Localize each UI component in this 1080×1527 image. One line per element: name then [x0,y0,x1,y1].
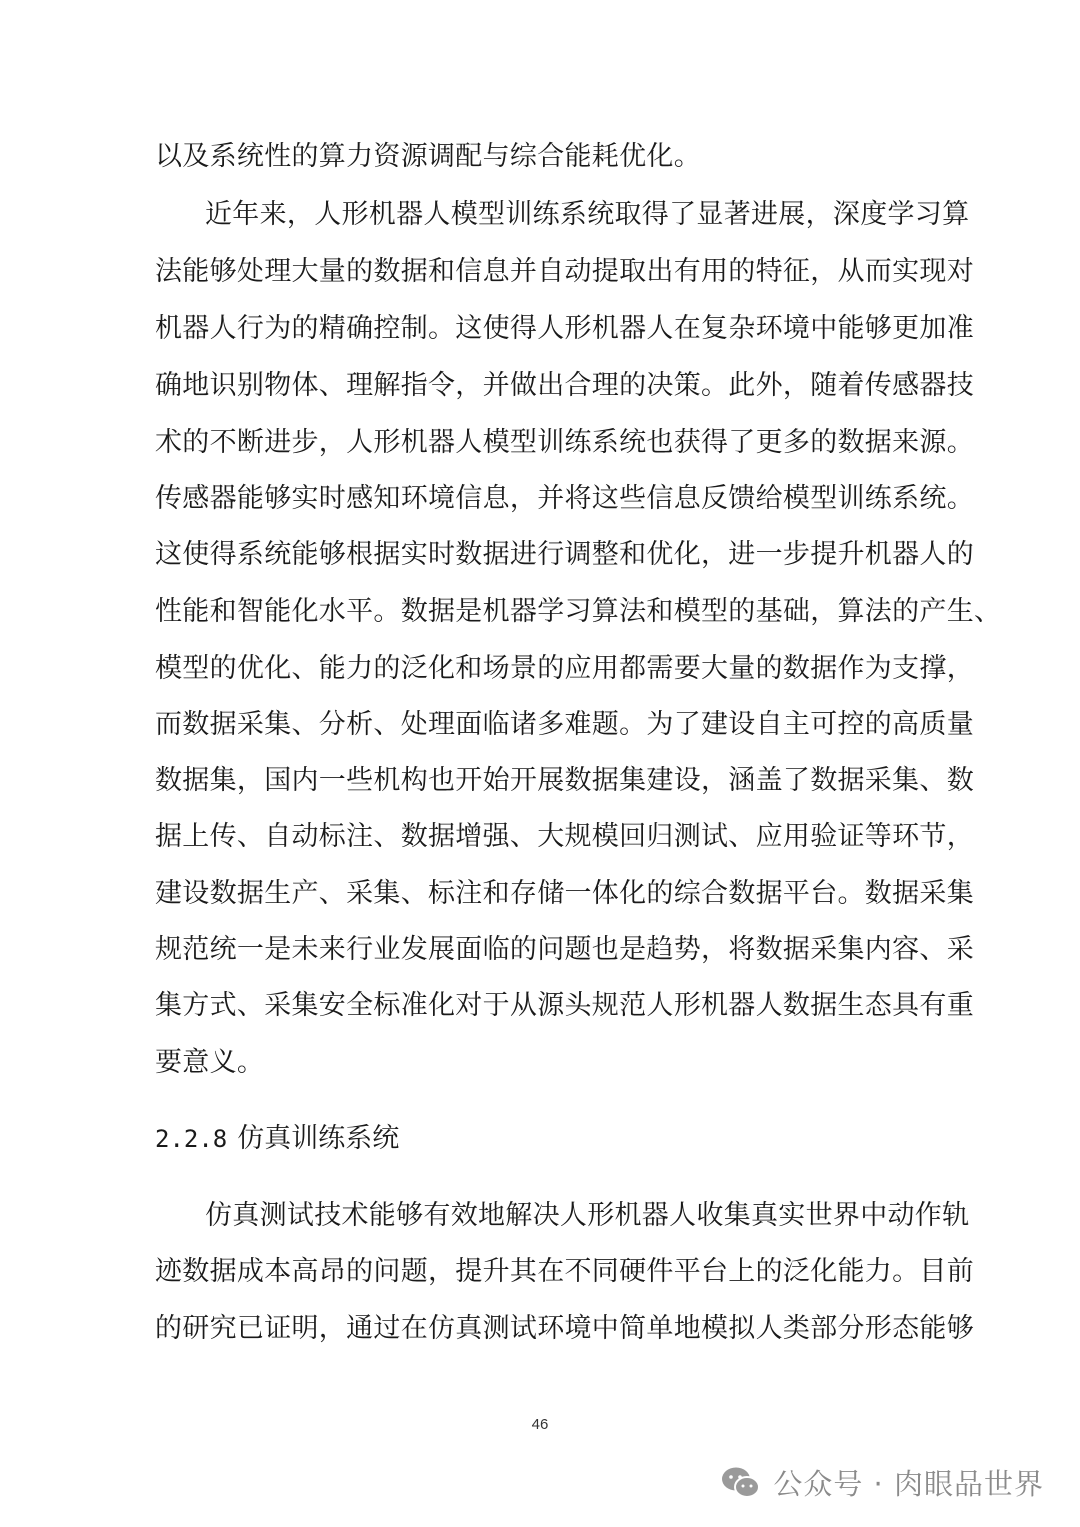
watermark-text: 公众号 · 肉眼品世界 [773,1467,1044,1501]
page-number: 46 [531,1416,549,1433]
section-heading [155,1122,399,1156]
paragraph-line: 以及系统性的算力资源调配与综合能耗优化。 [155,141,701,172]
paragraph-line: 机器人行为的精确控制。这使得人形机器人在复杂环境中能够更加准 [155,313,974,344]
paragraph-line: 而数据采集、分析、处理面临诸多难题。为了建设自主可控的高质量 [155,709,974,740]
paragraph-line: 集方式、采集安全标准化对于从源头规范人形机器人数据生态具有重 [155,990,974,1021]
paragraph-line: 的研究已证明，通过在仿真测试环境中简单地模拟人类部分形态能够 [155,1313,974,1344]
paragraph-line: 数据集，国内一些机构也开始开展数据集建设，涵盖了数据采集、数 [155,765,974,796]
paragraph-line: 规范统一是未来行业发展面临的问题也是趋势，将数据采集内容、采 [155,934,974,965]
paragraph-line: 近年来，人形机器人模型训练系统取得了显著进展，深度学习算 [205,199,970,230]
paragraph-line: 术的不断进步，人形机器人模型训练系统也获得了更多的数据来源。 [155,427,974,458]
section-number: 2.2.8 [155,1125,228,1153]
paragraph-line: 仿真测试技术能够有效地解决人形机器人收集真实世界中动作轨 [205,1200,970,1231]
paragraph-line: 据上传、自动标注、数据增强、大规模回归测试、应用验证等环节， [155,821,974,852]
paragraph-line: 这使得系统能够根据实时数据进行调整和优化，进一步提升机器人的 [155,539,974,570]
paragraph-line: 迹数据成本高昂的问题，提升其在不同硬件平台上的泛化能力。目前 [155,1256,974,1287]
watermark [721,1462,1044,1503]
paragraph-line: 模型的优化、能力的泛化和场景的应用都需要大量的数据作为支撑， [155,653,974,684]
paragraph-line: 传感器能够实时感知环境信息，并将这些信息反馈给模型训练系统。 [155,483,974,514]
paragraph-line: 法能够处理大量的数据和信息并自动提取出有用的特征，从而实现对 [155,256,974,287]
paragraph-line: 建设数据生产、采集、标注和存储一体化的综合数据平台。数据采集 [155,878,974,909]
wechat-icon [721,1466,761,1500]
paragraph-line: 要意义。 [155,1047,265,1078]
paragraph-line: 确地识别物体、理解指令，并做出合理的决策。此外，随着传感器技 [155,370,974,401]
paragraph-line: 性能和智能化水平。数据是机器学习算法和模型的基础，算法的产生、 [155,596,1002,627]
section-title: 仿真训练系统 [237,1123,400,1154]
